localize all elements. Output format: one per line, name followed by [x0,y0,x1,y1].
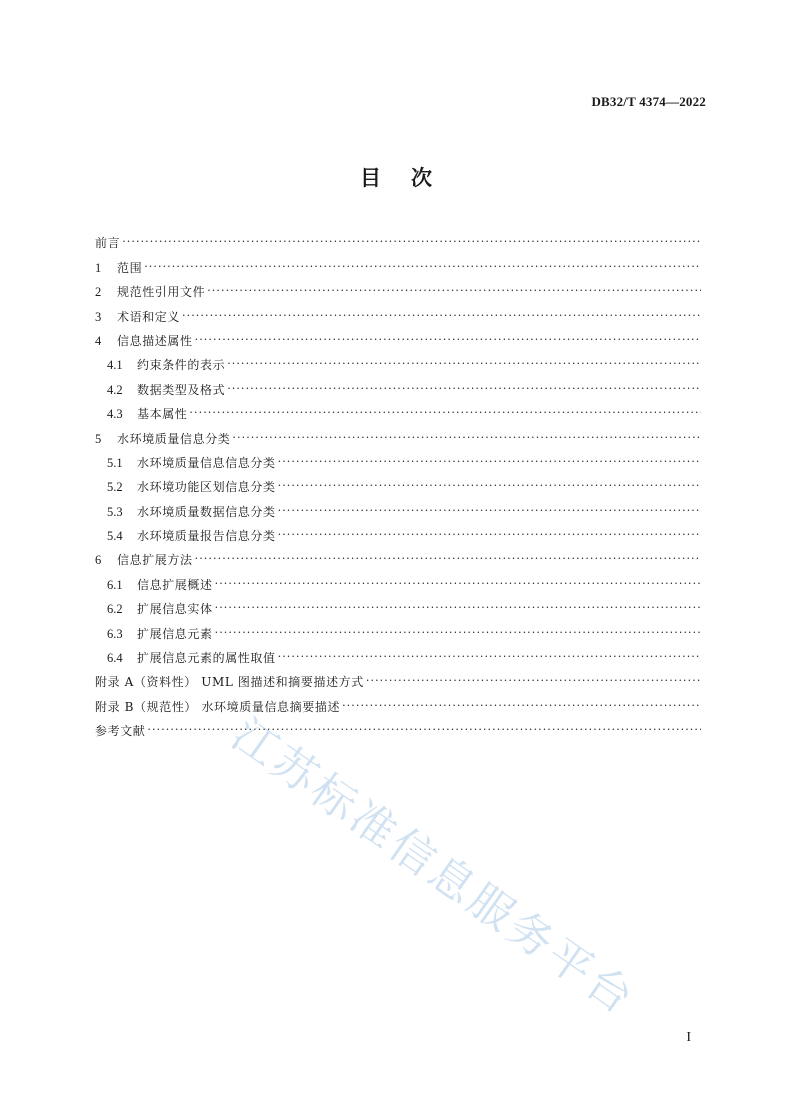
toc-entry-number: 5.1 [107,455,123,470]
toc-entry[interactable] [95,275,701,299]
toc-dot-leader [215,601,701,615]
toc-entry-label: 水环境质量报告信息分类 [137,529,276,544]
watermark: 江苏标准信息服务平台 [222,709,645,1027]
toc-entry-number: 6 [95,553,102,568]
toc-entry-label: 参考文献 [95,724,146,739]
toc-dot-leader [232,431,701,445]
toc-dot-leader [182,309,701,323]
toc-entry[interactable] [95,665,701,689]
toc-entry-number: 6.2 [107,602,123,617]
toc-dot-leader [342,699,701,713]
toc-entry[interactable] [95,714,701,738]
toc-entry-label: 规范性引用文件 [117,285,206,300]
toc-entry-label: 扩展信息元素的属性取值 [137,651,276,666]
table-of-contents [95,226,701,738]
toc-entry-number: 5.2 [107,480,123,495]
toc-entry-number: 2 [95,285,102,300]
toc-dot-leader [189,406,701,420]
toc-entry-label: 水环境质量信息分类 [117,431,231,446]
toc-entry-label: 术语和定义 [117,309,181,324]
toc-entry[interactable] [95,616,701,640]
toc-entry-number: 6.4 [107,651,123,666]
standard-code: DB32/T 4374—2022 [591,94,706,109]
toc-entry[interactable] [95,519,701,543]
toc-entry-number: 6.1 [107,577,123,592]
toc-entry[interactable] [95,226,701,250]
toc-entry-label: 前言 [95,236,121,251]
toc-dot-leader [227,382,701,396]
toc-entry-label: 水环境功能区划信息分类 [137,480,276,495]
toc-entry-number: 1 [95,260,102,275]
page-number: I [686,1030,691,1045]
toc-entry[interactable] [95,372,701,396]
toc-entry-label: 扩展信息元素 [137,626,213,641]
toc-dot-leader [207,284,701,298]
toc-dot-leader [278,479,701,493]
toc-dot-leader [215,626,701,640]
toc-dot-leader [366,674,701,688]
toc-entry-number: 5 [95,431,102,446]
toc-dot-leader [227,357,701,371]
toc-entry-label: 范围 [117,260,143,275]
toc-entry-number: 5.3 [107,504,123,519]
toc-entry-label: 水环境质量信息信息分类 [137,455,276,470]
toc-entry[interactable] [95,641,701,665]
toc-entry[interactable] [95,470,701,494]
toc-entry-label: 附录 A（资料性） UML 图描述和摘要描述方式 [95,675,364,690]
toc-dot-leader [278,650,701,664]
toc-entry-label: 基本属性 [137,407,188,422]
toc-entry[interactable] [95,592,701,616]
toc-dot-leader [195,552,701,566]
toc-dot-leader [147,723,701,737]
toc-dot-leader [278,528,701,542]
toc-entry-label: 水环境质量数据信息分类 [137,504,276,519]
toc-entry[interactable] [95,324,701,348]
toc-entry[interactable] [95,494,701,518]
toc-entry[interactable] [95,348,701,372]
toc-entry-label: 信息扩展概述 [137,577,213,592]
toc-entry[interactable] [95,421,701,445]
page-title: 目次 [360,166,462,190]
toc-entry-number: 4.1 [107,358,123,373]
toc-entry[interactable] [95,397,701,421]
toc-entry[interactable] [95,567,701,591]
toc-entry-label: 附录 B（规范性） 水环境质量信息摘要描述 [95,699,341,714]
toc-dot-leader [278,504,701,518]
toc-dot-leader [278,455,701,469]
toc-entry-label: 信息描述属性 [117,333,193,348]
toc-entry-number: 4.2 [107,382,123,397]
toc-entry[interactable] [95,689,701,713]
toc-entry[interactable] [95,299,701,323]
toc-dot-leader [195,333,701,347]
toc-entry[interactable] [95,250,701,274]
toc-dot-leader [215,577,701,591]
toc-entry-label: 约束条件的表示 [137,358,226,373]
toc-entry-label: 信息扩展方法 [117,553,193,568]
toc-entry-label: 扩展信息实体 [137,602,213,617]
toc-dot-leader [122,235,701,249]
toc-entry-number: 4.3 [107,407,123,422]
toc-entry[interactable] [95,446,701,470]
toc-entry[interactable] [95,543,701,567]
toc-entry-number: 5.4 [107,529,123,544]
toc-entry-number: 4 [95,333,102,348]
toc-entry-number: 3 [95,309,102,324]
toc-entry-label: 数据类型及格式 [137,382,226,397]
toc-entry-number: 6.3 [107,626,123,641]
toc-dot-leader [144,260,701,274]
